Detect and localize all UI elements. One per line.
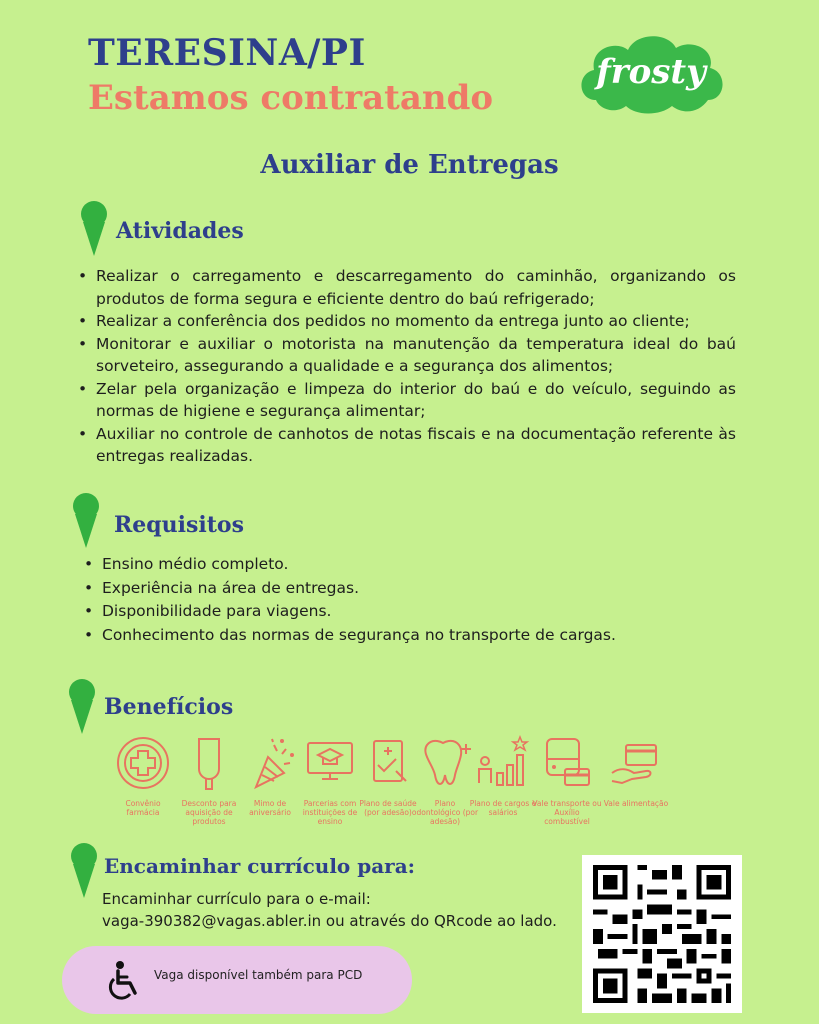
pcd-text: Vaga disponível também para PCD [154, 968, 363, 982]
hiring-headline: Estamos contratando [88, 78, 494, 118]
requirements-title: Requisitos [114, 512, 244, 538]
benefits-row [108, 735, 678, 835]
job-title: Auxiliar de Entregas [260, 150, 559, 180]
health-plan-icon [360, 735, 416, 791]
email-address[interactable]: vaga-390382@vagas.abler.in ou através do QRcode ao lado. [102, 912, 557, 930]
requirements-list [82, 553, 722, 647]
benefit-label: Convênio farmácia [125, 799, 161, 817]
send-instructions [102, 888, 557, 932]
list-item: • Zelar pela organização e limpeza do interior do baú e do veículo, seguindo as normas de higiene e segurança alimentar; [76, 378, 736, 423]
career-growth-icon [475, 735, 531, 791]
benefit-item [596, 735, 676, 808]
list-item: • Ensino médio completo. [82, 553, 722, 577]
benefit-item [174, 735, 244, 826]
bus-card-icon [539, 735, 595, 791]
pcd-banner [62, 946, 412, 1014]
meal-card-icon [608, 735, 664, 791]
popsicle-icon [181, 735, 237, 791]
benefit-label: Mimo de aniversário [249, 799, 291, 817]
frosty-logo [576, 30, 726, 116]
list-item: • Auxiliar no controle de canhotos de notas fiscais e na documentação referente às entregas realizadas. [76, 423, 736, 468]
benefit-label: Parcerias com instituições de ensino [302, 799, 358, 826]
activities-title: Atividades [116, 218, 244, 244]
party-popper-icon [242, 735, 298, 791]
list-item: • Realizar o carregamento e descarregamento do caminhão, organizando os produtos de forma segura e eficiente dentro do baú refrigerado; [76, 265, 736, 310]
list-item: • Realizar a conferência dos pedidos no momento da entrega junto ao cliente; [76, 310, 736, 333]
benefit-label: Plano de saúde (por adesão) [359, 799, 417, 817]
ice-cream-icon [72, 492, 100, 548]
benefits-title: Benefícios [104, 694, 234, 720]
benefit-label: Plano de cargos e salários [469, 799, 537, 817]
benefit-label: Desconto para aquisição de produtos [181, 799, 237, 826]
graduation-monitor-icon [302, 735, 358, 791]
logo-text: frosty [596, 52, 706, 92]
benefit-item [468, 735, 538, 817]
benefit-label: Vale transporte ou Auxílio combustível [532, 799, 602, 826]
pharmacy-cross-icon [115, 735, 171, 791]
send-title: Encaminhar currículo para: [104, 854, 416, 878]
tooth-icon [417, 735, 473, 791]
benefit-item [532, 735, 602, 826]
wheelchair-icon [106, 960, 144, 1002]
activities-list [76, 265, 736, 468]
list-item: • Conhecimento das normas de segurança no transporte de cargas. [82, 624, 722, 648]
benefit-label: Vale alimentação [603, 799, 669, 808]
qr-code[interactable] [582, 855, 742, 1013]
send-line: Encaminhar currículo para o e-mail: [102, 890, 371, 908]
list-item: • Monitorar e auxiliar o motorista na manutenção da temperatura ideal do baú sorveteiro, assegurando a qualidade e a segurança dos alimentos; [76, 333, 736, 378]
list-item: • Experiência na área de entregas. [82, 577, 722, 601]
ice-cream-icon [80, 200, 108, 256]
benefit-label: Plano odontológico (por adesão) [411, 799, 479, 826]
ice-cream-icon [68, 678, 96, 734]
benefit-item [108, 735, 178, 817]
ice-cream-icon [70, 842, 98, 898]
city-title: TERESINA/PI [88, 32, 366, 74]
list-item: • Disponibilidade para viagens. [82, 600, 722, 624]
